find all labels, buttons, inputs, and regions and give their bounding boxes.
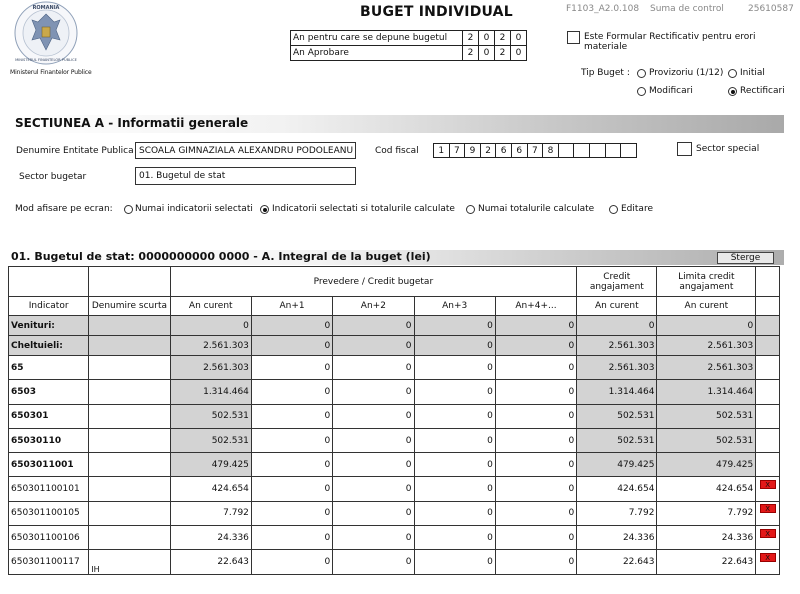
radio-provizoriu-label: Provizoriu (1/12): [649, 68, 724, 78]
radio-mod-numai-indicatorii-label: Numai indicatorii selectati: [135, 204, 253, 214]
cod-fiscal-field[interactable]: [433, 143, 637, 158]
denumire-cell[interactable]: [89, 501, 170, 525]
sector-bugetar-field[interactable]: 01. Bugetul de stat: [135, 167, 356, 185]
header-blank: [756, 267, 780, 297]
value-cell: 502.531: [170, 428, 251, 452]
value-cell: 502.531: [657, 428, 756, 452]
value-cell: 479.425: [170, 453, 251, 477]
table-row: [9, 477, 780, 501]
header-blank: [89, 267, 170, 297]
delete-cell: [756, 404, 780, 428]
approval-digit[interactable]: 2: [495, 46, 511, 61]
header-limita-an-curent: An curent: [657, 297, 756, 316]
approval-digit[interactable]: 0: [511, 46, 527, 61]
cod-fiscal-digit[interactable]: 1: [434, 144, 450, 158]
value-cell: 0: [251, 356, 332, 380]
value-cell: 2.561.303: [577, 336, 657, 356]
delete-cell: [756, 380, 780, 404]
year-digit[interactable]: 0: [511, 31, 527, 46]
value-cell: 0: [333, 356, 414, 380]
sector-bugetar-label: Sector bugetar: [19, 172, 87, 182]
radio-rectificari[interactable]: [728, 87, 737, 96]
header-blank: [9, 267, 89, 297]
value-cell[interactable]: 7.792: [577, 501, 657, 525]
denumire-cell[interactable]: [89, 428, 170, 452]
rectificativ-label: Este Formular Rectificativ pentru erori materiale: [584, 32, 756, 52]
denumire-cell[interactable]: [89, 453, 170, 477]
svg-text:ROMANIA: ROMANIA: [32, 5, 60, 11]
delete-cell: [756, 453, 780, 477]
sector-special-label: Sector special: [696, 144, 760, 154]
value-cell: 479.425: [657, 453, 756, 477]
entity-label: Denumire Entitate Publica: [16, 146, 134, 156]
indicator-cell: Venituri:: [9, 316, 89, 336]
table-row: [9, 453, 780, 477]
delete-cell: [756, 316, 780, 336]
value-cell: 0: [251, 453, 332, 477]
delete-cell: [756, 356, 780, 380]
denumire-cell[interactable]: [89, 356, 170, 380]
indicator-cell: 650301: [9, 404, 89, 428]
value-cell: 0: [333, 453, 414, 477]
radio-mod-indicatorii-totaluri-label: Indicatorii selectati si totalurile calculate: [272, 204, 455, 214]
value-cell: 502.531: [170, 404, 251, 428]
cod-fiscal-digit[interactable]: 2: [480, 144, 496, 158]
delete-row-button[interactable]: X: [760, 553, 776, 562]
indicator-cell: 6503: [9, 380, 89, 404]
table-row: [9, 356, 780, 380]
form-code: F1103_A2.0.108: [566, 4, 640, 14]
tip-buget-label: Tip Buget :: [581, 68, 630, 78]
value-cell[interactable]: 7.792: [170, 501, 251, 525]
value-cell: 0: [495, 356, 576, 380]
value-cell[interactable]: 22.643: [577, 550, 657, 574]
radio-rectificari-label: Rectificari: [740, 86, 785, 96]
header-an-plus-4: An+4+...: [495, 297, 576, 316]
sector-special-checkbox[interactable]: [677, 142, 692, 156]
table-row: [9, 380, 780, 404]
radio-provizoriu[interactable]: [637, 69, 646, 78]
value-cell: 0: [495, 336, 576, 356]
denumire-cell[interactable]: [89, 477, 170, 501]
denumire-cell[interactable]: [89, 336, 170, 356]
value-cell[interactable]: 424.654: [170, 477, 251, 501]
value-cell: 1.314.464: [577, 380, 657, 404]
radio-mod-editare[interactable]: [609, 205, 618, 214]
value-cell: 2.561.303: [170, 356, 251, 380]
approval-year-label: An Aprobare: [291, 46, 463, 61]
value-cell: 2.561.303: [170, 336, 251, 356]
budget-table: [8, 266, 780, 575]
value-cell: 0: [251, 428, 332, 452]
header-an-plus-1: An+1: [251, 297, 332, 316]
denumire-cell[interactable]: [89, 404, 170, 428]
cod-fiscal-digit[interactable]: 7: [449, 144, 465, 158]
value-cell[interactable]: 424.654: [577, 477, 657, 501]
value-cell: 1.314.464: [170, 380, 251, 404]
section-a-title: SECTIUNEA A - Informatii generale: [15, 116, 249, 130]
cod-fiscal-digit[interactable]: [558, 144, 574, 158]
entity-name-field[interactable]: SCOALA GIMNAZIALA ALEXANDRU PODOLEANU: [135, 142, 356, 159]
year-table: [290, 30, 527, 61]
radio-mod-numai-totaluri[interactable]: [466, 205, 475, 214]
delete-cell: [756, 550, 780, 574]
value-cell: 0: [333, 428, 414, 452]
cod-fiscal-digit[interactable]: [589, 144, 605, 158]
value-cell[interactable]: 24.336: [170, 526, 251, 550]
value-cell: 2.561.303: [657, 336, 756, 356]
value-cell: 2.561.303: [577, 356, 657, 380]
value-cell[interactable]: 0: [495, 526, 576, 550]
delete-cell: [756, 428, 780, 452]
header-credit-an-curent: An curent: [577, 297, 657, 316]
cod-fiscal-digit[interactable]: [621, 144, 637, 158]
radio-mod-numai-indicatorii[interactable]: [124, 205, 133, 214]
table-row: [9, 404, 780, 428]
cod-fiscal-digit[interactable]: 6: [511, 144, 527, 158]
header-denumire-scurta: Denumire scurta: [89, 297, 170, 316]
value-cell: 502.531: [657, 404, 756, 428]
value-cell: 0: [495, 404, 576, 428]
value-cell[interactable]: 424.654: [657, 477, 756, 501]
value-cell[interactable]: 22.643: [657, 550, 756, 574]
table-row: [9, 428, 780, 452]
value-cell: 502.531: [577, 428, 657, 452]
header-an-plus-2: An+2: [333, 297, 414, 316]
value-cell[interactable]: 0: [333, 501, 414, 525]
cod-fiscal-digit[interactable]: [605, 144, 621, 158]
header-an-plus-3: An+3: [414, 297, 495, 316]
delete-cell: [756, 477, 780, 501]
value-cell[interactable]: 0: [333, 477, 414, 501]
table-row: [9, 336, 780, 356]
value-cell[interactable]: 22.643: [170, 550, 251, 574]
value-cell[interactable]: 0: [251, 550, 332, 574]
cod-fiscal-label: Cod fiscal: [375, 146, 419, 156]
value-cell: 0: [657, 316, 756, 336]
table-row: [9, 501, 780, 525]
value-cell: 0: [495, 316, 576, 336]
page-title: BUGET INDIVIDUAL: [360, 4, 513, 20]
value-cell: 0: [251, 316, 332, 336]
indicator-cell: 650301100101: [9, 477, 89, 501]
approval-digit[interactable]: 2: [463, 46, 479, 61]
value-cell: 0: [414, 404, 495, 428]
value-cell[interactable]: 0: [251, 477, 332, 501]
mod-afisare-label: Mod afisare pe ecran:: [15, 204, 113, 214]
radio-initial-label: Initial: [740, 68, 765, 78]
value-cell: 1.314.464: [657, 380, 756, 404]
section-01-title: 01. Bugetul de stat: 0000000000 0000 - A. Integral de la buget (lei): [11, 250, 431, 263]
value-cell[interactable]: 0: [495, 501, 576, 525]
year-digit[interactable]: 0: [479, 31, 495, 46]
cod-fiscal-digit[interactable]: 6: [496, 144, 512, 158]
value-cell: 0: [495, 380, 576, 404]
cod-fiscal-digit[interactable]: 7: [527, 144, 543, 158]
header-an-curent: An curent: [170, 297, 251, 316]
value-cell: 0: [414, 356, 495, 380]
value-cell[interactable]: 24.336: [657, 526, 756, 550]
approval-digit[interactable]: 0: [479, 46, 495, 61]
delete-cell: [756, 526, 780, 550]
header-blank: [756, 297, 780, 316]
radio-mod-numai-totaluri-label: Numai totalurile calculate: [478, 204, 595, 214]
radio-modificari[interactable]: [637, 87, 646, 96]
value-cell: 0: [414, 316, 495, 336]
value-cell[interactable]: 0: [414, 526, 495, 550]
value-cell: 0: [251, 404, 332, 428]
value-cell: 0: [414, 380, 495, 404]
value-cell: 0: [414, 336, 495, 356]
denumire-cell[interactable]: [89, 380, 170, 404]
value-cell: 0: [495, 428, 576, 452]
radio-mod-editare-label: Editare: [621, 204, 653, 214]
header-indicator: Indicator: [9, 297, 89, 316]
header-limita-credit: Limita credit angajament: [657, 267, 756, 297]
value-cell: 0: [577, 316, 657, 336]
cod-fiscal-digit[interactable]: [574, 144, 590, 158]
value-cell: 0: [333, 336, 414, 356]
table-row: [9, 316, 780, 336]
value-cell[interactable]: 0: [414, 550, 495, 574]
header-prevedere: Prevedere / Credit bugetar: [170, 267, 577, 297]
delete-cell: [756, 501, 780, 525]
radio-mod-indicatorii-totaluri[interactable]: [260, 205, 269, 214]
cod-fiscal-digit[interactable]: 8: [543, 144, 559, 158]
indicator-cell: Cheltuieli:: [9, 336, 89, 356]
ministry-name: Ministerul Finantelor Publice: [10, 69, 92, 76]
value-cell[interactable]: 0: [333, 526, 414, 550]
rectificativ-checkbox[interactable]: [567, 31, 580, 44]
checksum-value: 25610587: [748, 4, 794, 14]
table-row: [9, 526, 780, 550]
table-row: [9, 550, 780, 574]
value-cell: 479.425: [577, 453, 657, 477]
delete-row-button[interactable]: X: [760, 480, 776, 489]
value-cell[interactable]: 24.336: [577, 526, 657, 550]
indicator-cell: 650301100106: [9, 526, 89, 550]
value-cell: 0: [333, 316, 414, 336]
delete-cell: [756, 336, 780, 356]
delete-row-button[interactable]: X: [760, 529, 776, 538]
denumire-cell[interactable]: [89, 526, 170, 550]
value-cell: 0: [251, 336, 332, 356]
value-cell: 0: [495, 453, 576, 477]
value-cell: 0: [414, 428, 495, 452]
value-cell[interactable]: 0: [251, 501, 332, 525]
value-cell: 0: [170, 316, 251, 336]
romania-coat-of-arms-logo: [14, 0, 78, 66]
value-cell: 502.531: [577, 404, 657, 428]
value-cell[interactable]: 0: [414, 477, 495, 501]
indicator-cell: 65: [9, 356, 89, 380]
svg-text:MINISTERUL FINANTELOR PUBLICE: MINISTERUL FINANTELOR PUBLICE: [15, 58, 77, 62]
sterge-button[interactable]: Sterge: [717, 252, 774, 264]
value-cell: 0: [414, 453, 495, 477]
indicator-cell: 650301100117: [9, 550, 89, 574]
checksum-label: Suma de control: [650, 4, 724, 14]
year-digit[interactable]: 2: [463, 31, 479, 46]
year-digit[interactable]: 2: [495, 31, 511, 46]
value-cell[interactable]: 0: [495, 477, 576, 501]
value-cell: 0: [251, 380, 332, 404]
header-credit-angajament: Credit angajament: [577, 267, 657, 297]
cod-fiscal-digit[interactable]: 9: [465, 144, 481, 158]
value-cell[interactable]: 0: [495, 550, 576, 574]
radio-initial[interactable]: [728, 69, 737, 78]
indicator-cell: 6503011001: [9, 453, 89, 477]
denumire-cell[interactable]: IH: [89, 550, 170, 574]
indicator-cell: 650301100105: [9, 501, 89, 525]
value-cell[interactable]: 7.792: [657, 501, 756, 525]
value-cell[interactable]: 0: [251, 526, 332, 550]
indicator-cell: 65030110: [9, 428, 89, 452]
value-cell: 2.561.303: [657, 356, 756, 380]
value-cell: 0: [333, 404, 414, 428]
year-label: An pentru care se depune bugetul: [291, 31, 463, 46]
value-cell[interactable]: 0: [333, 550, 414, 574]
value-cell: 0: [333, 380, 414, 404]
denumire-cell[interactable]: [89, 316, 170, 336]
radio-modificari-label: Modificari: [649, 86, 693, 96]
value-cell[interactable]: 0: [414, 501, 495, 525]
delete-row-button[interactable]: X: [760, 504, 776, 513]
